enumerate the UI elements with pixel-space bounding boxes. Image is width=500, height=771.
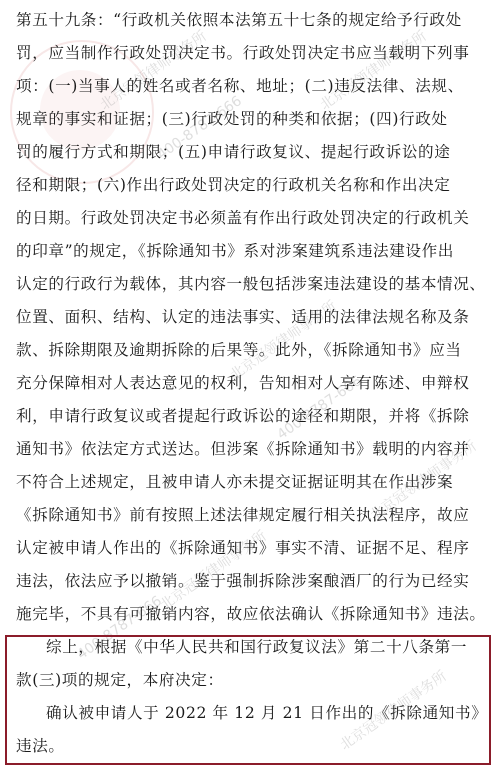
watermark-phone: 400-8787-666 — [154, 93, 245, 163]
watermark-phone: 400-8787-666 — [274, 373, 365, 443]
text-line: 的日期。行政处罚决定书必须盖有作出行政处罚决定的行政机关 — [16, 209, 470, 227]
text-line: 罚，应当制作行政处罚决定书。行政处罚决定书应当载明下列事 — [16, 44, 470, 62]
highlight-box — [5, 635, 491, 765]
text-line: 的印章”的规定，《拆除通知书》系对涉案建筑系违法建设作出 — [16, 242, 455, 260]
text-line: 认定的行政行为载体，其内容一般包括涉案违法建设的基本情况、 — [16, 275, 486, 293]
watermark: 北京冠领律师事务所 — [157, 528, 270, 614]
text-line: 项：(一)当事人的姓名或者名称、地址；(二)违反法律、法规、 — [16, 77, 464, 95]
text-line: 利，申请行政复议或者提起行政诉讼的途径和期限，并将《拆除 — [16, 407, 470, 425]
text-line: 认定被申请人作出的《拆除通知书》事实不清、证据不足、程序 — [16, 539, 470, 557]
text-line: 充分保障相对人表达意见的权利，告知相对人享有陈述、申辩权 — [16, 374, 470, 392]
text-line: 位置、面积、结构、认定的违法事实、适用的法律法规名称及条 — [16, 308, 470, 326]
conclusion-line: 综上，根据《中华人民共和国行政复议法》第二十八条第一 — [46, 638, 468, 656]
text-line: 第五十九条：“行政机关依照本法第五十七条的规定给予行政处 — [16, 11, 462, 29]
decision-line: 违法。 — [16, 737, 65, 755]
text-line: 违法，依法应予以撤销。鉴于强制拆除涉案酿酒厂的行为已经实 — [16, 572, 470, 590]
watermark: 北京冠领律师事务所 — [367, 438, 480, 524]
watermark: 北京冠领律师事务所 — [97, 28, 210, 114]
watermark-phone: 400-8787-666 — [74, 593, 165, 663]
text-line: 款、拆除期限及逾期拆除的后果等。此外，《拆除通知书》应当 — [16, 341, 462, 359]
watermark: 北京冠领律师事务所 — [317, 28, 430, 114]
text-line: 规章的事实和证据；(三)行政处罚的种类和依据；(四)行政处 — [16, 110, 448, 128]
decision-line: 确认被申请人于 2022 年 12 月 21 日作出的《拆除通知书》 — [46, 704, 488, 722]
text-line: 不符合上述规定，且被申请人亦未提交证据证明其在作出涉案 — [16, 473, 454, 491]
text-line: 施完毕，不具有可撤销内容，故应依法确认《拆除通知书》违法。 — [16, 605, 486, 623]
watermark: 北京冠领律师事务所 — [337, 668, 450, 754]
text-line: 罚的履行方式和期限；(五)申请行政复议、提起行政诉讼的途 — [16, 143, 451, 161]
text-line: 通知书》依法定方式送达。但涉案《拆除通知书》载明的内容并 — [16, 440, 470, 458]
text-line: 《拆除通知书》前有按照上述法律规定履行相关执法程序，故应 — [16, 506, 470, 524]
watermark: 北京冠领律师事务所 — [227, 298, 340, 384]
conclusion-line: 款(三)项的规定，本府决定： — [16, 671, 224, 689]
text-line: 径和期限；(六)作出行政处罚决定的行政机关名称和作出决定 — [16, 176, 451, 194]
